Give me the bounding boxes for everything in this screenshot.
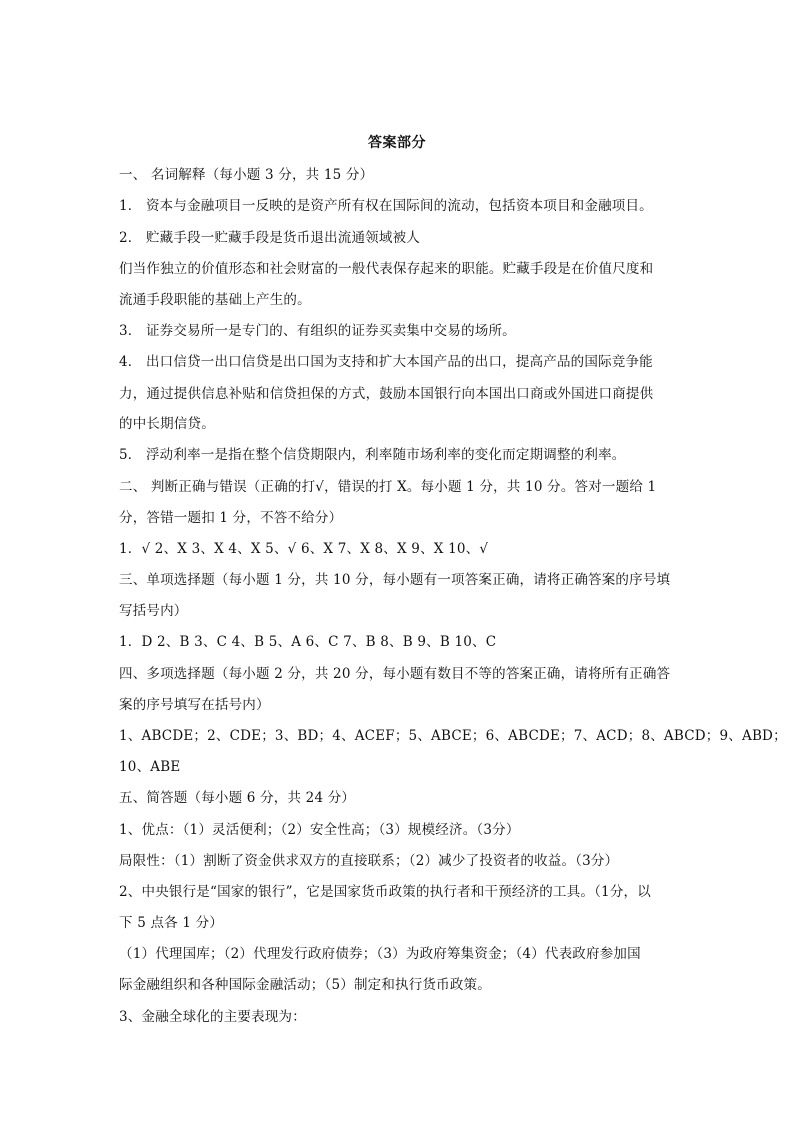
section-4-heading-cont: 案的序号填写在括号内） — [119, 697, 270, 713]
answer-text-line: 的中长期信贷。 — [119, 416, 215, 432]
answer-key-line: 1．√ 2、X 3、X 4、X 5、√ 6、X 7、X 8、X 9、X 10、√ — [119, 541, 489, 557]
answer-key-line: 1．D 2、B 3、C 4、B 5、A 6、C 7、B 8、B 9、B 10、C — [119, 634, 497, 650]
answer-text-line: 2、中央银行是“国家的银行”，它是国家货币政策的执行者和干预经济的工具。（1分，以 — [119, 884, 651, 900]
section-4-heading: 四、多项选择题（每小题 2 分，共 20 分，每小题有数目不等的答案正确，请将所有正确答 — [119, 666, 671, 682]
answer-key-line: 10、ABE — [119, 759, 181, 775]
section-2-heading-cont: 分，答错一题扣 1 分，不答不给分） — [119, 510, 343, 526]
answer-text-line: （1）代理国库；（2）代理发行政府债券；（3）为政府筹集资金；（4）代表政府参加国 — [119, 946, 641, 962]
section-3-heading-cont: 写括号内） — [119, 603, 188, 619]
answer-text-line: 2． 贮藏手段一贮藏手段是货币退出流通领域被人 — [119, 230, 420, 246]
answer-text-line: 1． 资本与金融项目一反映的是资产所有权在国际间的流动，包括资本项目和金融项目。 — [119, 198, 653, 214]
section-1-heading: 一、 名词解释（每小题 3 分，共 15 分） — [119, 167, 374, 183]
answer-text-line: 力，通过提供信息补贴和信贷担保的方式，鼓励本国银行向本国出口商或外国进口商提供 — [119, 386, 654, 402]
answer-text-line: 5． 浮动利率一是指在整个信贷期限内，利率随市场利率的变化而定期调整的利率。 — [119, 447, 626, 463]
answer-key-line: 1、ABCDE；2、CDE；3、BD；4、ACEF；5、ABCE；6、ABCDE；7、ACD；8、ABCD；9、ABD； — [119, 728, 787, 744]
page-title: 答案部分 — [368, 135, 426, 151]
section-3-heading: 三、单项选择题（每小题 1 分，共 10 分，每小题有一项答案正确，请将正确答案的序号填 — [119, 572, 671, 588]
answer-text-line: 1、优点：（1）灵活便利；（2）安全性高；（3）规模经济。（3分） — [119, 822, 520, 838]
section-2-heading: 二、 判断正确与错误（正确的打√，错误的打 X。每小题 1 分，共 10 分。答对一题给 1 — [119, 479, 657, 495]
answer-text-line: 4． 出口信贷一出口信贷是出口国为支持和扩大本国产品的出口，提高产品的国际竞争能 — [119, 354, 653, 370]
section-5-heading: 五、简答题（每小题 6 分，共 24 分） — [119, 790, 356, 806]
answer-text-line: 们当作独立的价值形态和社会财富的一般代表保存起来的职能。贮藏手段是在价值尺度和 — [119, 261, 654, 277]
answer-text-line: 局限性：（1）割断了资金供求双方的直接联系；（2）减少了投资者的收益。（3分） — [119, 853, 619, 869]
answer-text-line: 3． 证券交易所一是专门的、有组织的证券买卖集中交易的场所。 — [119, 323, 516, 339]
answer-text-line: 下 5 点各 1 分） — [119, 915, 224, 931]
answer-text-line: 流通手段职能的基础上产生的。 — [119, 292, 311, 308]
answer-text-line: 3、金融全球化的主要表现为： — [119, 1009, 306, 1025]
answer-text-line: 际金融组织和各种国际金融活动；（5）制定和执行货币政策。 — [119, 977, 491, 993]
